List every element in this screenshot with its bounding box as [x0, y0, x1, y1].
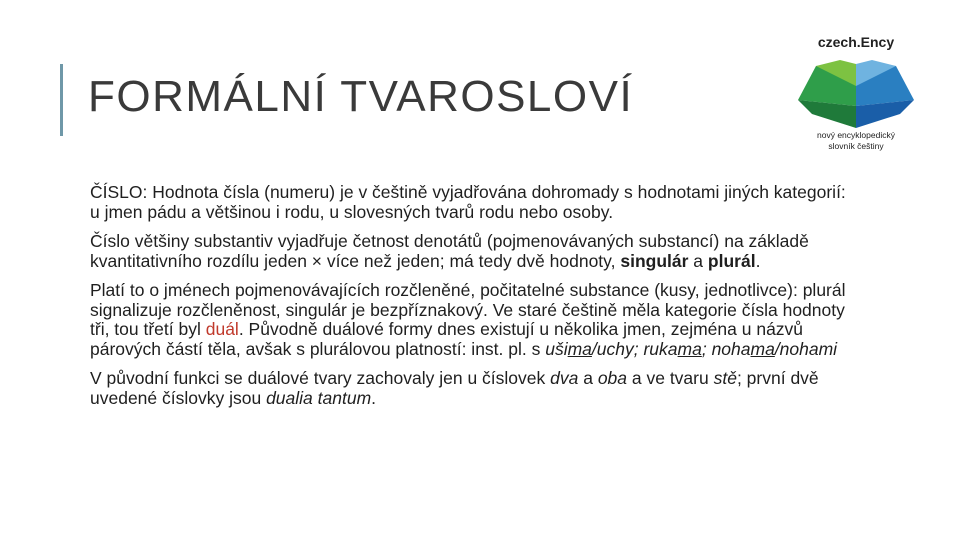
paragraph-2	[90, 232, 860, 271]
page-title: FORMÁLNÍ TVAROSLOVÍ	[88, 72, 634, 121]
accent-bar	[60, 64, 63, 136]
example-forms	[545, 339, 837, 359]
logo-subtitle-line-2: slovník češtiny	[828, 141, 884, 151]
p4-text: .	[371, 387, 377, 408]
logo-name: czech.Ency	[817, 34, 895, 50]
example-text: ; noha	[701, 338, 751, 359]
p4-text: ; první dvě uvedené číslovky jsou	[90, 368, 819, 408]
dual-ending: ma	[750, 338, 775, 359]
example-text: /uchy; ruka	[591, 338, 678, 359]
p2-text: .	[755, 250, 761, 271]
example-text: /nohami	[774, 338, 838, 359]
term-singular: singulár	[620, 250, 689, 271]
term-plural: plurál	[707, 250, 756, 271]
example-word: stě	[713, 368, 737, 388]
dual-ending: ma	[567, 338, 592, 359]
p3-text: . Původně duálové formy dnes existují u několika jmen, zejména u názvů párových částí těla, avšak s plurálovou platností: inst. pl. s	[90, 319, 804, 359]
dual-ending: ma	[677, 338, 702, 359]
logo-subtitle-line-1: nový encyklopedický	[817, 130, 895, 140]
paragraph-1: ČÍSLO: Hodnota čísla (numeru) je v češtině vyjadřována dohromady s hodnotami jiných kategorií: u jmen pádu a většinou i rodu, u slovesných tvarů rodu nebo osoby.	[90, 182, 846, 222]
p2-text: a	[688, 250, 708, 271]
example-text: uši	[545, 338, 568, 359]
czechency-logo	[790, 34, 922, 156]
example-word: dva	[550, 368, 579, 388]
p4-text: V původní funkci se duálové tvary zachovaly jen u číslovek	[90, 368, 551, 388]
p3-text: Platí to o jménech pojmenovávajících rozčleněné, počitatelné substance (kusy, jednotlivce): plurál signalizuje rozčleněnost, singulár je bezpříznakový. Ve staré češtině měla kategorie čísla hodnoty tři, tou třetí byl	[90, 280, 846, 339]
logo-subtitle	[790, 130, 922, 152]
slide-body	[90, 183, 860, 418]
book-logo-icon	[796, 56, 916, 128]
example-term: dualia tantum	[266, 387, 372, 408]
example-word: oba	[597, 368, 628, 388]
paragraph-3	[90, 281, 860, 359]
p4-text: a	[578, 368, 598, 388]
term-dual: duál	[205, 319, 239, 339]
p2-text: Číslo většiny substantiv vyjadřuje četnost denotátů (pojmenovávaných substancí) na základě kvantitativního rozdílu jeden × více než jeden; má tedy dvě hodnoty,	[90, 231, 809, 271]
paragraph-4	[90, 369, 860, 408]
p4-text: a ve tvaru	[627, 368, 714, 388]
